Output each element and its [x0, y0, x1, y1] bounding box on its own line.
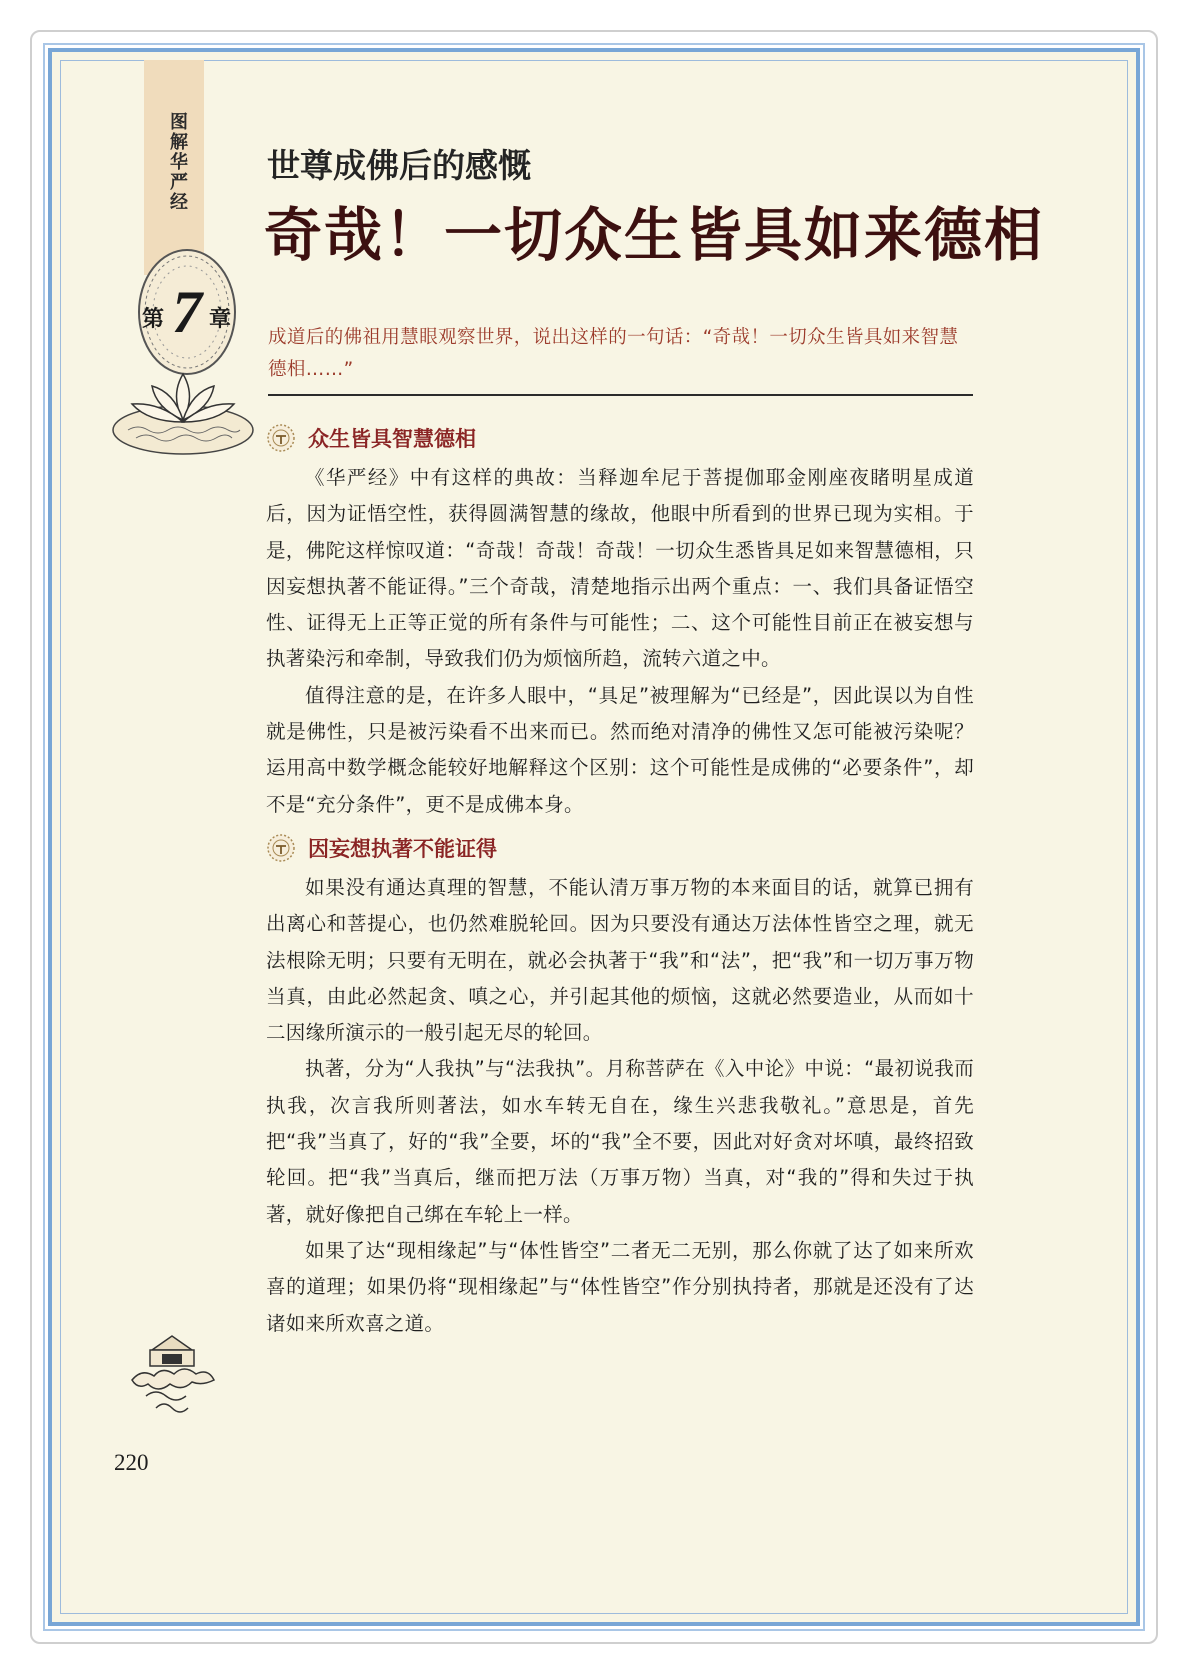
paragraph: 值得注意的是，在许多人眼中，“具足”被理解为“已经是”，因此误以为自性就是佛性，只是被污染看不出来而已。然而绝对清净的佛性又怎可能被污染呢？运用高中数学概念能较好地解释这个区别：这个可能性是成佛的“必要条件”，却不是“充分条件”，更不是成佛本身。 — [266, 683, 974, 816]
section-heading — [266, 830, 974, 866]
section-heading — [266, 420, 974, 456]
page-subtitle: 世尊成佛后的感慨 — [267, 146, 531, 185]
intro-text: 成道后的佛祖用慧眼观察世界，说出这样的一句话：“奇哉！一切众生皆具如来智慧德相……” — [268, 327, 959, 380]
book-title-vertical: 图解华严经 — [167, 112, 188, 212]
chapter-prefix: 第 — [142, 307, 165, 332]
section-1 — [266, 420, 974, 823]
page-title: 奇哉！一切众生皆具如来德相 — [264, 201, 1045, 269]
section-title: 众生皆具智慧德相 — [308, 427, 476, 451]
paragraph: 如果没有通达真理的智慧，不能认清万事万物的本来面目的话，就算已拥有出离心和菩提心，也仍然难脱轮回。因为只要没有通达万法体性皆空之理，就无法根除无明；只要有无明在，就必会执著于“我”和“法”，把“我”和一切万事万物当真，由此必然起贪、嗔之心，并引起其他的烦恼，这就必然要造业，从而如十二因缘所演示的一般引起无尽的轮回。 — [266, 876, 974, 1045]
paragraph: 如果了达“现相缘起”与“体性皆空”二者无二无别，那么你就了达了如来所欢喜的道理；如果仍将“现相缘起”与“体性皆空”作分别执持者，那就是还没有了达诸如来所欢喜之道。 — [266, 1238, 974, 1335]
chapter-suffix: 章 — [209, 307, 232, 332]
section-title: 因妄想执著不能证得 — [308, 837, 497, 861]
chapter-number: 7 — [172, 279, 202, 345]
dharma-wheel-icon — [266, 833, 296, 863]
book-page — [48, 48, 1140, 1626]
dharma-wheel-icon — [266, 423, 296, 453]
stupa-emblem-icon — [122, 1330, 222, 1420]
page-number: 220 — [114, 1450, 149, 1475]
paragraph: 执著，分为“人我执”与“法我执”。月称菩萨在《入中论》中说：“最初说我而执我，次言我所则著法，如水车转无自在，缘生兴悲我敬礼。”意思是，首先把“我”当真了，好的“我”全要，坏的“我”全不要，因此对好贪对坏嗔，最终招致轮回。把“我”当真后，继而把万法（万事万物）当真，对“我的”得和失过于执著，就好像把自己绑在车轮上一样。 — [266, 1057, 974, 1226]
section-2 — [266, 830, 974, 1342]
header-divider — [268, 394, 973, 396]
lotus-icon — [108, 368, 258, 458]
paragraph: 《华严经》中有这样的典故：当释迦牟尼于菩提伽耶金刚座夜睹明星成道后，因为证悟空性，获得圆满智慧的缘故，他眼中所看到的世界已现为实相。于是，佛陀这样惊叹道：“奇哉！奇哉！奇哉！一切众生悉皆具足如来智慧德相，只因妄想执著不能证得。”三个奇哉，清楚地指示出两个重点：一、我们具备证悟空性、证得无上正等正觉的所有条件与可能性；二、这个可能性目前正在被妄想与执著染污和牵制，导致我们仍为烦恼所趋，流转六道之中。 — [266, 466, 974, 671]
